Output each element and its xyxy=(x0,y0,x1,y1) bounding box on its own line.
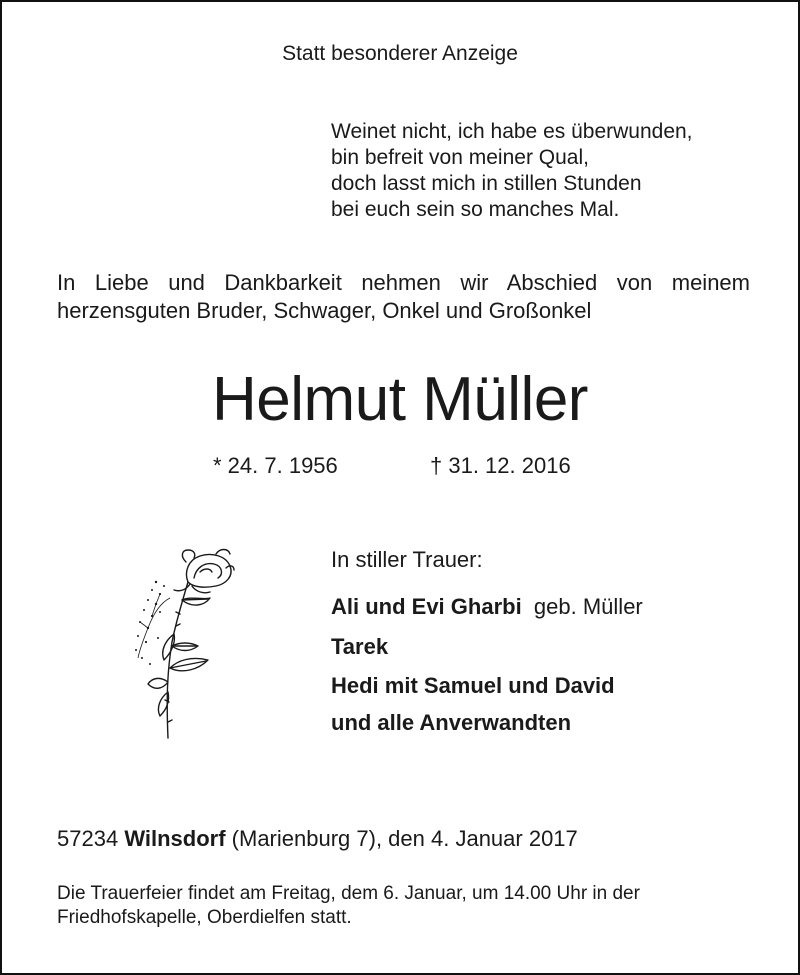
poem-line: doch lasst mich in stillen Stunden xyxy=(331,172,642,195)
family-line: Hedi mit Samuel und David xyxy=(331,673,615,698)
funeral-line: Friedhofskapelle, Oberdielfen statt. xyxy=(57,907,352,928)
notice-header: Statt besonderer Anzeige xyxy=(282,42,518,65)
funeral-info xyxy=(57,882,640,930)
mourning-label: In stiller Trauer: xyxy=(331,547,483,572)
poem-line: bei euch sein so manches Mal. xyxy=(331,198,620,221)
funeral-line: Die Trauerfeier findet am Freitag, dem 6. Januar, um 14.00 Uhr in der xyxy=(57,883,640,904)
rose-illustration-icon xyxy=(130,542,242,742)
farewell-text xyxy=(57,269,750,325)
family-line: Tarek xyxy=(331,634,389,659)
birth-date: * 24. 7. 1956 xyxy=(213,453,338,478)
maiden-name: geb. Müller xyxy=(533,594,643,619)
farewell-line: herzensguten Bruder, Schwager, Onkel und Großonkel xyxy=(57,298,592,323)
address-date: (Marienburg 7), den 4. Januar 2017 xyxy=(231,826,578,851)
death-date: † 31. 12. 2016 xyxy=(430,453,571,478)
town-name: Wilnsdorf xyxy=(124,826,226,851)
family-names: Ali und Evi Gharbi xyxy=(331,594,522,619)
family-line: und alle Anverwandten xyxy=(331,710,572,735)
poem-line: bin befreit von meiner Qual, xyxy=(331,146,589,169)
poem-line: Weinet nicht, ich habe es überwunden, xyxy=(331,120,693,143)
place-and-date xyxy=(57,826,578,852)
memorial-poem xyxy=(331,119,693,223)
farewell-line: In Liebe und Dankbarkeit nehmen wir Abschied von meinem xyxy=(57,270,750,295)
postal-code: 57234 xyxy=(57,826,119,851)
deceased-name: Helmut Müller xyxy=(212,365,588,434)
family-line xyxy=(331,594,643,620)
